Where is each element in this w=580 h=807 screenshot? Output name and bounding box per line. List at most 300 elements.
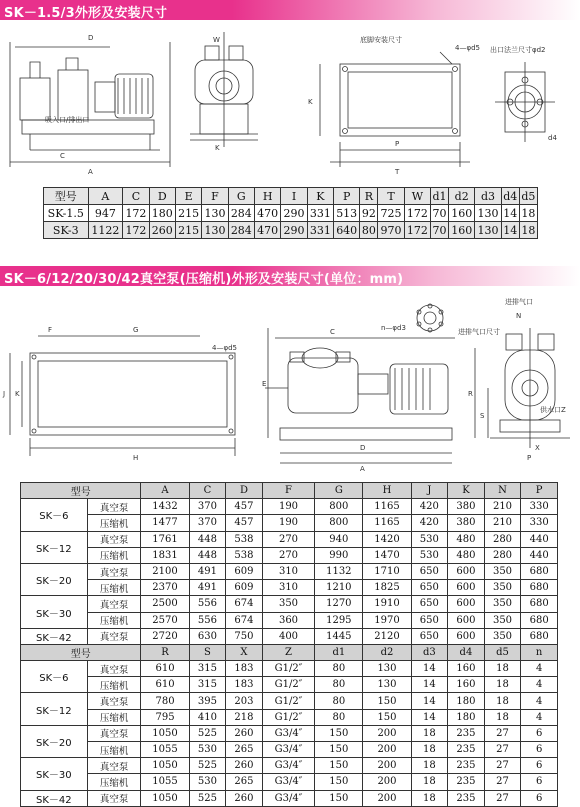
dim-label-n: N (516, 312, 522, 320)
table-cell: 18 (484, 709, 521, 725)
table-cell: 284 (228, 205, 254, 222)
table-cell: 350 (484, 612, 521, 628)
table-cell: 990 (315, 547, 363, 563)
table-header-cell: d4 (448, 644, 485, 660)
water-inlet-label: 供水口Z (540, 406, 566, 414)
table-cell: 215 (175, 222, 201, 239)
table-header-cell: S (189, 644, 226, 660)
table-cell: 172 (404, 205, 430, 222)
table-header-cell: 型号 (21, 483, 141, 499)
table-cell: 1210 (315, 580, 363, 596)
table-cell: 610 (141, 661, 189, 677)
table-cell: 1910 (363, 596, 411, 612)
table-cell: G3/4″ (262, 790, 314, 806)
table-header-cell: Z (262, 644, 314, 660)
table-cell: 180 (448, 693, 485, 709)
table-cell: 183 (226, 677, 263, 693)
type-cell: 压缩机 (87, 709, 141, 725)
install-note: 底脚安装尺寸 (360, 36, 402, 44)
table-header-cell: J (411, 483, 448, 499)
table-cell: G3/4″ (262, 758, 314, 774)
table-header-cell: P (334, 188, 360, 205)
table-cell: SK-1.5 (44, 205, 89, 222)
table-header-cell: A (141, 483, 189, 499)
table-cell: 448 (189, 547, 226, 563)
table-cell: 265 (226, 774, 263, 790)
table-cell: 14 (501, 222, 519, 239)
table-header-cell: d3 (411, 644, 448, 660)
section-title: SK－6/12/20/30/42真空泵(压缩机)外形及安装尺寸(单位：mm) (4, 272, 404, 287)
table-cell: 530 (189, 742, 226, 758)
dim-label-j: J (3, 390, 6, 398)
table-cell: 680 (521, 612, 558, 628)
type-cell: 压缩机 (87, 580, 141, 596)
table-cell: 370 (189, 499, 226, 515)
table-cell: 470 (254, 222, 280, 239)
table-cell: 970 (378, 222, 404, 239)
table-header-cell: C (189, 483, 226, 499)
drawing-sk-6-42 (0, 288, 580, 473)
table-cell: 600 (448, 612, 485, 628)
table-cell: 609 (226, 580, 263, 596)
dimension-table-sk-1-5-3 (43, 187, 538, 239)
inlet-label: 进排气口 (505, 298, 533, 306)
table-row (21, 563, 558, 579)
table-cell: 538 (226, 547, 263, 563)
table-cell: 160 (449, 222, 475, 239)
table-cell: 160 (448, 677, 485, 693)
table-cell: 14 (411, 661, 448, 677)
table-cell: 18 (411, 725, 448, 741)
table-header-row (21, 644, 558, 660)
table-cell: 150 (315, 742, 363, 758)
model-cell: SK－12 (21, 693, 88, 725)
dim-label-d: D (88, 34, 94, 42)
table-cell: 210 (484, 499, 521, 515)
model-cell: SK－20 (21, 563, 88, 595)
table-cell: 330 (521, 499, 558, 515)
table-cell: 200 (363, 758, 411, 774)
table-cell: 284 (228, 222, 254, 239)
dim-label-p: P (527, 454, 532, 462)
table-cell: 610 (141, 677, 189, 693)
table-row (21, 790, 558, 806)
table-cell: 940 (315, 531, 363, 547)
table-cell: 180 (448, 709, 485, 725)
technical-drawing-1 (0, 22, 580, 184)
table-header-cell: F (202, 188, 228, 205)
table-cell: 530 (189, 774, 226, 790)
table-row (21, 677, 558, 693)
dim-label-d: D (360, 444, 366, 452)
table-cell: 80 (315, 693, 363, 709)
table-cell: 18 (484, 661, 521, 677)
dim-label-p: P (395, 140, 400, 148)
table-cell: 420 (411, 515, 448, 531)
table-cell: 1825 (363, 580, 411, 596)
table-header-cell: A (88, 188, 123, 205)
front-caption: 吸入口/排出口 (45, 116, 90, 124)
table-cell: 1445 (315, 628, 363, 644)
table-cell: 218 (226, 709, 263, 725)
table-row (44, 205, 538, 222)
table-cell: 1970 (363, 612, 411, 628)
table-cell: 172 (404, 222, 430, 239)
table-cell: 674 (226, 612, 263, 628)
table-cell: 310 (262, 580, 314, 596)
model-cell: SK－30 (21, 758, 88, 790)
table-cell: 609 (226, 563, 263, 579)
table-row (21, 515, 558, 531)
table-cell: 1831 (141, 547, 189, 563)
table-cell: 2570 (141, 612, 189, 628)
table-row (21, 742, 558, 758)
table-cell: 260 (226, 758, 263, 774)
table-cell: 725 (378, 205, 404, 222)
table-cell: 27 (484, 790, 521, 806)
table-cell: 172 (123, 205, 149, 222)
table-cell: 1050 (141, 725, 189, 741)
table-cell: 200 (363, 725, 411, 741)
table-row (21, 661, 558, 677)
table-header-cell: 型号 (21, 644, 141, 660)
table-cell: 280 (484, 547, 521, 563)
table-cell: 260 (226, 725, 263, 741)
table-cell: 18 (411, 742, 448, 758)
table-header-cell: G (315, 483, 363, 499)
table-cell: 235 (448, 742, 485, 758)
table-cell: 480 (448, 531, 485, 547)
table-cell: 674 (226, 596, 263, 612)
table-cell: 680 (521, 628, 558, 644)
table-cell: 18 (411, 790, 448, 806)
table-row (21, 693, 558, 709)
table-cell: 70 (431, 205, 449, 222)
table-cell: G1/2″ (262, 677, 314, 693)
table-cell: 680 (521, 580, 558, 596)
model-cell: SK－42 (21, 628, 88, 644)
table-cell: 315 (189, 661, 226, 677)
table-cell: 360 (262, 612, 314, 628)
table-cell: 331 (307, 222, 333, 239)
table-cell: 350 (262, 596, 314, 612)
table-cell: 780 (141, 693, 189, 709)
table-cell: 260 (226, 790, 263, 806)
table-cell: 2370 (141, 580, 189, 596)
table-cell: 150 (315, 758, 363, 774)
table-cell: 457 (226, 499, 263, 515)
table-cell: 70 (431, 222, 449, 239)
table-cell: 331 (307, 205, 333, 222)
model-cell: SK－20 (21, 725, 88, 757)
section-title: SK－1.5/3外形及安装尺寸 (4, 6, 168, 21)
table-cell: 150 (315, 790, 363, 806)
table-header-cell: G (228, 188, 254, 205)
table-cell: 556 (189, 612, 226, 628)
dim-label-a: A (88, 168, 93, 176)
table-cell: 1470 (363, 547, 411, 563)
drawing-sk-1-5-3 (0, 22, 580, 184)
table-cell: 600 (448, 563, 485, 579)
dim-label-k: K (215, 144, 220, 152)
table-cell: 330 (521, 515, 558, 531)
table-cell: 150 (315, 774, 363, 790)
type-cell: 压缩机 (87, 677, 141, 693)
table-cell: 410 (189, 709, 226, 725)
table-cell: 800 (315, 499, 363, 515)
table-cell: 27 (484, 758, 521, 774)
table-cell: 470 (254, 205, 280, 222)
table-cell: 795 (141, 709, 189, 725)
table-row (21, 628, 558, 644)
type-cell: 真空泵 (87, 596, 141, 612)
table-cell: 395 (189, 693, 226, 709)
table-cell: 556 (189, 596, 226, 612)
type-cell: 真空泵 (87, 628, 141, 644)
table-row (21, 499, 558, 515)
flange-holes-label: n—φd3 (381, 324, 406, 332)
table-header-cell: n (521, 644, 558, 660)
table-cell: 440 (521, 547, 558, 563)
table-cell: 200 (363, 774, 411, 790)
table-cell: 6 (521, 790, 558, 806)
type-cell: 真空泵 (87, 725, 141, 741)
table-cell: 280 (484, 531, 521, 547)
outlet-flange-label: 出口法兰尺寸φd2 (490, 46, 546, 54)
dim-label-w: W (213, 36, 220, 44)
table-header-row (44, 188, 538, 205)
table-header-cell: H (254, 188, 280, 205)
table-cell: 80 (315, 661, 363, 677)
table-cell: 92 (361, 206, 376, 220)
table-cell: 18 (411, 774, 448, 790)
section-header-sk-1-5-3 (0, 0, 580, 20)
table-cell: 530 (411, 547, 448, 563)
table-cell: 235 (448, 725, 485, 741)
table-header-cell: R (141, 644, 189, 660)
table-header-cell: W (404, 188, 430, 205)
table-cell: 600 (448, 596, 485, 612)
table-cell: 18 (484, 693, 521, 709)
table-header-cell: d1 (432, 189, 447, 203)
table-cell: 6 (521, 725, 558, 741)
table-cell: 4 (521, 661, 558, 677)
table-cell: 130 (202, 222, 228, 239)
table-cell: 640 (334, 222, 360, 239)
type-cell: 压缩机 (87, 774, 141, 790)
section-header-sk-6-42 (0, 266, 580, 286)
table-cell: 210 (484, 515, 521, 531)
table-cell: 14 (411, 709, 448, 725)
table-row (21, 547, 558, 563)
dim-label-k2: K (308, 98, 313, 106)
table-cell: 525 (189, 790, 226, 806)
table-cell: 290 (281, 222, 307, 239)
type-cell: 压缩机 (87, 612, 141, 628)
table-cell: 6 (521, 742, 558, 758)
dim-label-c: C (60, 152, 65, 160)
table-cell: 491 (189, 563, 226, 579)
table-cell: 350 (484, 596, 521, 612)
table-cell: 203 (226, 693, 263, 709)
table-cell: 1710 (363, 563, 411, 579)
table-cell: 600 (448, 628, 485, 644)
table-cell: 183 (226, 661, 263, 677)
table-cell: 513 (334, 205, 360, 222)
table-cell: 215 (175, 205, 201, 222)
table-cell: 448 (189, 531, 226, 547)
table-cell: 650 (411, 563, 448, 579)
model-cell: SK－30 (21, 596, 88, 628)
table-cell: 491 (189, 580, 226, 596)
table-cell: 200 (363, 742, 411, 758)
table-row (21, 709, 558, 725)
table-cell: 370 (189, 515, 226, 531)
table-cell: 750 (226, 628, 263, 644)
table-cell: 680 (521, 596, 558, 612)
table-header-cell: d2 (363, 644, 411, 660)
table-cell: 260 (149, 222, 175, 239)
table-cell: 14 (411, 693, 448, 709)
table-header-cell: D (149, 188, 175, 205)
table-cell: 160 (449, 205, 475, 222)
table-row (21, 531, 558, 547)
type-cell: 压缩机 (87, 547, 141, 563)
table-cell: 1761 (141, 531, 189, 547)
table-header-cell: H (363, 483, 411, 499)
table-cell: 1295 (315, 612, 363, 628)
table-cell: 190 (262, 515, 314, 531)
table-cell: 350 (484, 628, 521, 644)
table-cell: 18 (519, 222, 537, 239)
table-header-cell: d5 (519, 188, 537, 205)
table-cell: 1165 (363, 499, 411, 515)
table-header-cell: 型号 (44, 188, 89, 205)
table-cell: 27 (484, 725, 521, 741)
table-cell: 1055 (141, 774, 189, 790)
type-cell: 压缩机 (87, 742, 141, 758)
table-header-cell: d5 (484, 644, 521, 660)
dim-label-s: S (480, 412, 485, 420)
table-cell: 80 (315, 677, 363, 693)
table-cell: 800 (315, 515, 363, 531)
table-cell: G3/4″ (262, 742, 314, 758)
table-header-cell: I (281, 188, 307, 205)
table-cell: 630 (189, 628, 226, 644)
table-body (21, 483, 558, 807)
table-cell: 1270 (315, 596, 363, 612)
table-cell: 27 (484, 742, 521, 758)
table-cell: 2720 (141, 628, 189, 644)
table-row (21, 596, 558, 612)
model-cell: SK－6 (21, 499, 88, 531)
table-cell: 650 (411, 580, 448, 596)
type-cell: 真空泵 (87, 499, 141, 515)
table-cell: 4 (521, 709, 558, 725)
table-cell: 1050 (141, 790, 189, 806)
table-cell: G1/2″ (262, 709, 314, 725)
table-header-cell: d3 (475, 188, 501, 205)
table-cell: 315 (189, 677, 226, 693)
table-cell: 2100 (141, 563, 189, 579)
type-cell: 真空泵 (87, 563, 141, 579)
type-cell: 真空泵 (87, 790, 141, 806)
model-cell: SK－6 (21, 661, 88, 693)
table-header-cell: X (226, 644, 263, 660)
table-cell: 1165 (363, 515, 411, 531)
dim-label-t: T (395, 168, 400, 176)
table-cell: 1132 (315, 563, 363, 579)
table-cell: 457 (226, 515, 263, 531)
table-cell: 525 (189, 758, 226, 774)
dim-label-x: X (535, 444, 540, 452)
table-cell: 18 (519, 205, 537, 222)
table-cell: 80 (361, 223, 376, 237)
table-cell: 235 (448, 758, 485, 774)
table-cell: SK-3 (44, 222, 89, 239)
technical-drawing-2 (0, 288, 580, 473)
table-cell: 380 (448, 515, 485, 531)
table-header-cell: d2 (449, 188, 475, 205)
table-cell: 650 (411, 612, 448, 628)
table-cell: 6 (521, 758, 558, 774)
table-cell: 4 (521, 677, 558, 693)
table-cell: G1/2″ (262, 693, 314, 709)
table-cell: 2500 (141, 596, 189, 612)
table-cell: G3/4″ (262, 774, 314, 790)
dim-label-g: G (133, 326, 139, 334)
type-cell: 真空泵 (87, 531, 141, 547)
table-cell: 130 (475, 222, 501, 239)
table-cell: G1/2″ (262, 661, 314, 677)
table-cell: 1420 (363, 531, 411, 547)
bolt-holes-label: 4—φd5 (455, 44, 480, 52)
table-header-cell: d1 (315, 644, 363, 660)
table-cell: 4 (521, 693, 558, 709)
type-cell: 真空泵 (87, 693, 141, 709)
table-row (21, 774, 558, 790)
table-header-cell: R (360, 188, 378, 205)
table-cell: 530 (411, 531, 448, 547)
table-cell: 1477 (141, 515, 189, 531)
bolt-holes-label: 4—φd5 (212, 344, 237, 352)
table-header-cell: T (378, 188, 404, 205)
table-cell: 350 (484, 563, 521, 579)
table-row (21, 612, 558, 628)
table-cell: 310 (262, 563, 314, 579)
table-cell: 18 (411, 758, 448, 774)
table-cell: 14 (501, 205, 519, 222)
table-cell: 190 (262, 499, 314, 515)
table-row (21, 580, 558, 596)
table-cell: 538 (226, 531, 263, 547)
table-cell: 400 (262, 628, 314, 644)
table-cell: 150 (363, 693, 411, 709)
table-cell: 350 (484, 580, 521, 596)
model-cell: SK－12 (21, 531, 88, 563)
table-cell: 27 (484, 774, 521, 790)
table-cell: 1122 (88, 222, 123, 239)
dim-label-a: A (360, 465, 365, 473)
table-header-row (21, 483, 558, 499)
dim-label-k: K (15, 390, 20, 398)
table-cell: 650 (411, 628, 448, 644)
table-cell: 6 (521, 774, 558, 790)
table-cell: 1432 (141, 499, 189, 515)
table-header-cell: P (521, 483, 558, 499)
type-cell: 真空泵 (87, 758, 141, 774)
table-header-cell: D (226, 483, 263, 499)
